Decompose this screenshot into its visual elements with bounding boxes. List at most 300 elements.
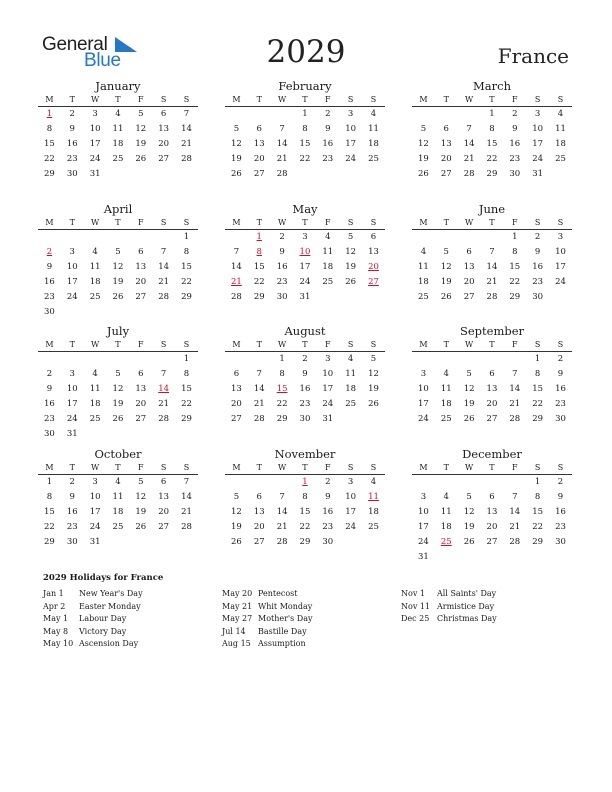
day-cell: 1 xyxy=(183,354,190,364)
day-cell: 9 xyxy=(302,369,308,379)
weekday-header: F xyxy=(325,340,331,349)
day-cell: 2 xyxy=(557,354,564,364)
weekday-header: S xyxy=(534,95,541,104)
day-cell: 11 xyxy=(322,247,334,257)
weekday-header: W xyxy=(464,463,474,472)
day-cell: 25 xyxy=(322,277,334,287)
weekday-header: F xyxy=(138,218,144,227)
weekday-header: F xyxy=(138,340,144,349)
day-cell: 12 xyxy=(135,124,147,134)
day-cell xyxy=(129,535,152,550)
month-april xyxy=(38,202,198,320)
day-cell: 6 xyxy=(370,232,377,242)
day-cell xyxy=(129,167,152,182)
week-row xyxy=(225,137,385,152)
week-row xyxy=(38,352,198,367)
week-row xyxy=(412,122,572,137)
day-cell: 27 xyxy=(440,169,452,179)
day-cell: 7 xyxy=(279,492,285,502)
day-cell xyxy=(481,550,504,565)
day-cell: 17 xyxy=(345,507,357,517)
day-cell: 8 xyxy=(534,369,541,379)
day-cell: 25 xyxy=(368,522,379,532)
week-row xyxy=(38,107,198,122)
weekday-header-row xyxy=(412,94,572,107)
weekday-header-row xyxy=(225,339,385,352)
day-cell: 22 xyxy=(299,154,311,164)
weekday-header: F xyxy=(512,463,518,472)
holiday-list-title: 2029 Holidays for France xyxy=(43,573,164,583)
day-cell: 30 xyxy=(509,169,521,179)
day-cell: 19 xyxy=(112,277,124,287)
week-row xyxy=(225,122,385,137)
weekday-header: W xyxy=(277,218,287,227)
day-cell: 11 xyxy=(112,492,124,502)
day-cell: 18 xyxy=(345,384,357,394)
day-cell: 20 xyxy=(486,522,498,532)
day-cell: 3 xyxy=(534,109,541,119)
day-cell: 2 xyxy=(279,232,285,242)
day-cell: 1 xyxy=(302,109,308,119)
weekday-header: S xyxy=(370,463,377,472)
weekday-header: S xyxy=(370,340,377,349)
day-cell: 12 xyxy=(440,262,452,272)
day-cell: 29 xyxy=(44,537,55,547)
day-cell: 4 xyxy=(443,492,449,502)
weekday-header: M xyxy=(419,463,428,472)
day-cell: 29 xyxy=(181,292,192,302)
day-cell: 6 xyxy=(256,124,262,134)
day-cell: 6 xyxy=(489,492,495,502)
day-cell: 30 xyxy=(66,169,78,179)
day-cell: 25 xyxy=(418,292,429,302)
day-cell xyxy=(61,230,84,245)
day-cell: 4 xyxy=(115,109,121,119)
day-cell: 17 xyxy=(89,507,101,517)
month-name: August xyxy=(284,324,326,338)
day-cell: 13 xyxy=(158,492,170,502)
day-cell xyxy=(152,230,175,245)
day-cell: 11 xyxy=(555,124,566,134)
day-cell xyxy=(339,290,362,305)
month-name: May xyxy=(292,202,318,216)
day-cell: 15 xyxy=(253,262,265,272)
day-cell: 17 xyxy=(66,399,78,409)
day-cell: 18 xyxy=(418,277,429,287)
week-row xyxy=(38,122,198,137)
day-cell: 14 xyxy=(509,384,521,394)
day-cell: 7 xyxy=(512,492,518,502)
day-cell: 5 xyxy=(233,124,240,134)
holiday-date: Apr 2 xyxy=(43,601,66,611)
holiday-name: Armistice Day xyxy=(437,601,495,611)
day-cell xyxy=(84,352,107,367)
day-cell: 13 xyxy=(253,139,265,149)
day-cell: 13 xyxy=(135,384,147,394)
holiday-list xyxy=(43,573,583,648)
weekday-header: T xyxy=(443,218,449,227)
holiday-column xyxy=(401,588,497,626)
day-cell: 20 xyxy=(158,139,170,149)
day-cell: 28 xyxy=(486,292,498,302)
day-cell: 4 xyxy=(347,354,354,364)
day-cell: 19 xyxy=(231,522,242,532)
holiday-entry xyxy=(43,638,143,651)
day-cell: 22 xyxy=(532,399,544,409)
day-cell: 17 xyxy=(532,139,544,149)
month-name: January xyxy=(95,79,141,93)
day-cell: 29 xyxy=(486,169,498,179)
day-cell: 25 xyxy=(368,154,379,164)
weekday-header: S xyxy=(160,95,167,104)
day-cell xyxy=(38,352,61,367)
day-cell: 26 xyxy=(345,277,357,287)
day-cell: 1 xyxy=(183,232,190,242)
day-cell: 16 xyxy=(322,139,334,149)
day-cell: 10 xyxy=(532,124,544,134)
holiday-day-cell: 15 xyxy=(276,384,288,394)
week-row xyxy=(38,275,198,290)
day-cell: 13 xyxy=(231,384,242,394)
day-cell: 7 xyxy=(279,124,285,134)
weekday-header: F xyxy=(325,95,331,104)
day-cell: 16 xyxy=(44,277,55,287)
day-cell: 12 xyxy=(135,492,147,502)
day-cell xyxy=(84,305,107,320)
day-cell: 26 xyxy=(135,154,147,164)
day-cell: 6 xyxy=(489,369,495,379)
day-cell: 13 xyxy=(440,139,452,149)
day-cell: 3 xyxy=(69,369,75,379)
day-cell: 28 xyxy=(509,537,521,547)
holiday-date: Nov 1 xyxy=(401,589,425,598)
weekday-header: T xyxy=(256,218,262,227)
day-cell xyxy=(294,167,317,182)
day-cell: 11 xyxy=(440,384,452,394)
day-cell: 21 xyxy=(158,399,170,409)
day-cell: 6 xyxy=(233,369,240,379)
day-cell: 6 xyxy=(466,247,472,257)
day-cell: 26 xyxy=(463,414,475,424)
day-cell: 13 xyxy=(368,247,379,257)
day-cell: 5 xyxy=(115,369,121,379)
day-cell: 23 xyxy=(66,154,78,164)
day-cell: 23 xyxy=(555,522,566,532)
week-row xyxy=(412,152,572,167)
day-cell: 27 xyxy=(135,292,147,302)
month-december xyxy=(412,447,572,565)
day-cell xyxy=(152,167,175,182)
weekday-header: S xyxy=(370,218,377,227)
day-cell: 17 xyxy=(418,522,429,532)
week-row xyxy=(412,490,572,505)
weekday-header: S xyxy=(557,95,564,104)
month-name: July xyxy=(106,324,130,338)
week-row xyxy=(225,382,385,397)
day-cell xyxy=(458,550,481,565)
day-cell xyxy=(435,475,458,490)
day-cell: 28 xyxy=(253,414,265,424)
holiday-entry xyxy=(43,626,143,639)
day-cell: 5 xyxy=(233,492,240,502)
week-row xyxy=(38,490,198,505)
weekday-header: M xyxy=(45,340,54,349)
week-row xyxy=(38,382,198,397)
day-cell xyxy=(316,167,339,182)
day-cell: 17 xyxy=(66,277,78,287)
weekday-header: W xyxy=(464,218,474,227)
day-cell: 7 xyxy=(512,369,518,379)
day-cell: 1 xyxy=(489,109,495,119)
day-cell: 5 xyxy=(115,247,121,257)
weekday-header: T xyxy=(443,95,449,104)
day-cell xyxy=(503,550,526,565)
day-cell: 14 xyxy=(509,507,521,517)
weekday-header: F xyxy=(512,95,518,104)
day-cell: 19 xyxy=(463,399,475,409)
day-cell: 2 xyxy=(557,477,564,487)
day-cell: 18 xyxy=(89,277,101,287)
day-cell xyxy=(503,475,526,490)
day-cell: 4 xyxy=(325,232,331,242)
week-row xyxy=(225,475,385,490)
day-cell: 13 xyxy=(486,507,498,517)
day-cell: 30 xyxy=(555,414,566,424)
week-row xyxy=(412,107,572,122)
week-row xyxy=(38,152,198,167)
day-cell: 19 xyxy=(463,522,475,532)
day-cell: 23 xyxy=(44,292,55,302)
day-cell: 21 xyxy=(486,277,498,287)
day-cell: 27 xyxy=(486,414,498,424)
holiday-name: Whit Monday xyxy=(258,601,313,611)
day-cell: 25 xyxy=(89,414,101,424)
day-cell: 22 xyxy=(253,277,265,287)
day-cell: 19 xyxy=(440,277,452,287)
weekday-header: S xyxy=(160,340,167,349)
day-cell: 8 xyxy=(183,247,190,257)
day-cell: 1 xyxy=(46,477,53,487)
day-cell: 14 xyxy=(158,262,170,272)
day-cell: 24 xyxy=(66,292,78,302)
week-row xyxy=(225,535,385,550)
week-row xyxy=(38,397,198,412)
holiday-entry xyxy=(222,601,312,614)
week-row xyxy=(225,290,385,305)
day-cell: 24 xyxy=(345,522,357,532)
holiday-entry xyxy=(43,601,143,614)
day-cell xyxy=(61,305,84,320)
weekday-header-row xyxy=(225,94,385,107)
day-cell: 6 xyxy=(256,492,262,502)
day-cell: 18 xyxy=(440,522,452,532)
day-cell xyxy=(175,305,198,320)
day-cell: 1 xyxy=(534,354,541,364)
day-cell: 27 xyxy=(135,414,147,424)
weekday-header: T xyxy=(443,463,449,472)
weekday-header: F xyxy=(325,463,331,472)
day-cell: 28 xyxy=(509,414,521,424)
weekday-header: S xyxy=(160,218,167,227)
month-name: December xyxy=(462,447,522,461)
holiday-entry xyxy=(401,601,497,614)
day-cell: 29 xyxy=(44,169,55,179)
week-row xyxy=(412,535,572,550)
holiday-name: Victory Day xyxy=(79,626,127,636)
day-cell: 12 xyxy=(463,384,475,394)
week-row xyxy=(412,290,572,305)
day-cell xyxy=(225,352,248,367)
day-cell: 11 xyxy=(440,507,452,517)
week-row xyxy=(225,520,385,535)
day-cell: 23 xyxy=(299,399,311,409)
holiday-name: All Saints' Day xyxy=(437,589,497,598)
day-cell: 10 xyxy=(322,369,334,379)
day-cell xyxy=(152,535,175,550)
day-cell xyxy=(435,352,458,367)
day-cell: 9 xyxy=(512,124,518,134)
week-row xyxy=(38,167,198,182)
day-cell: 3 xyxy=(347,109,354,119)
day-cell: 6 xyxy=(160,109,167,119)
weekday-header: T xyxy=(489,95,495,104)
weekday-header: S xyxy=(347,340,354,349)
week-row xyxy=(412,550,572,565)
weekday-header: S xyxy=(370,95,377,104)
day-cell: 14 xyxy=(253,384,265,394)
weekday-header: F xyxy=(512,218,518,227)
day-cell: 24 xyxy=(299,277,311,287)
holiday-day-cell: 2 xyxy=(46,247,53,257)
day-cell: 9 xyxy=(325,124,331,134)
day-cell: 6 xyxy=(138,247,144,257)
holiday-name: Christmas Day xyxy=(437,614,497,623)
day-cell xyxy=(412,352,435,367)
day-cell xyxy=(549,550,572,565)
day-cell xyxy=(362,290,385,305)
day-cell: 22 xyxy=(181,277,192,287)
day-cell: 24 xyxy=(418,537,429,547)
weekday-header: T xyxy=(115,218,121,227)
day-cell: 22 xyxy=(44,522,55,532)
day-cell: 4 xyxy=(557,109,564,119)
day-cell: 10 xyxy=(418,384,429,394)
day-cell: 22 xyxy=(532,522,544,532)
holiday-date: May 1 xyxy=(43,614,69,623)
day-cell: 7 xyxy=(466,124,472,134)
day-cell xyxy=(316,290,339,305)
day-cell: 26 xyxy=(135,522,147,532)
day-cell: 27 xyxy=(231,414,242,424)
weekday-header: S xyxy=(557,218,564,227)
day-cell: 2 xyxy=(302,354,308,364)
holiday-date: May 8 xyxy=(43,626,69,636)
day-cell xyxy=(61,352,84,367)
day-cell: 8 xyxy=(302,124,308,134)
day-cell: 31 xyxy=(89,537,101,547)
day-cell: 30 xyxy=(555,537,566,547)
day-cell xyxy=(129,305,152,320)
holiday-entry xyxy=(43,613,143,626)
day-cell: 19 xyxy=(135,507,147,517)
day-cell: 12 xyxy=(345,247,357,257)
day-cell: 5 xyxy=(347,232,354,242)
week-row xyxy=(412,397,572,412)
day-cell xyxy=(362,167,385,182)
day-cell: 24 xyxy=(89,522,101,532)
week-row xyxy=(412,230,572,245)
day-cell: 12 xyxy=(463,507,475,517)
week-row xyxy=(225,275,385,290)
week-row xyxy=(38,427,198,442)
holiday-name: Bastille Day xyxy=(258,626,307,636)
month-name: April xyxy=(103,202,133,216)
day-cell: 10 xyxy=(66,262,78,272)
day-cell: 3 xyxy=(92,477,98,487)
day-cell: 24 xyxy=(345,154,357,164)
day-cell xyxy=(152,352,175,367)
day-cell: 15 xyxy=(44,139,55,149)
day-cell: 16 xyxy=(66,139,78,149)
weekday-header: M xyxy=(232,218,241,227)
day-cell xyxy=(339,167,362,182)
week-row xyxy=(225,352,385,367)
day-cell: 27 xyxy=(463,292,475,302)
week-row xyxy=(412,367,572,382)
day-cell: 2 xyxy=(325,477,331,487)
weekday-header: M xyxy=(232,463,241,472)
day-cell xyxy=(107,230,130,245)
day-cell xyxy=(481,230,504,245)
day-cell: 16 xyxy=(44,399,55,409)
day-cell: 9 xyxy=(46,384,53,394)
day-cell: 10 xyxy=(555,247,566,257)
weekday-header-row xyxy=(225,217,385,230)
weekday-header: T xyxy=(489,218,495,227)
day-cell: 16 xyxy=(555,384,566,394)
day-cell: 30 xyxy=(44,429,55,439)
day-cell: 6 xyxy=(443,124,449,134)
day-cell: 29 xyxy=(253,292,265,302)
week-row xyxy=(412,137,572,152)
day-cell: 22 xyxy=(299,522,311,532)
weekday-header: S xyxy=(183,340,190,349)
holiday-date: Jan 1 xyxy=(43,589,64,598)
day-cell: 9 xyxy=(69,124,75,134)
day-cell: 5 xyxy=(466,492,472,502)
day-cell: 13 xyxy=(158,124,170,134)
day-cell: 12 xyxy=(231,139,242,149)
day-cell: 8 xyxy=(279,369,285,379)
day-cell: 2 xyxy=(325,109,331,119)
weekday-header: T xyxy=(69,340,75,349)
day-cell: 6 xyxy=(160,477,167,487)
day-cell xyxy=(481,352,504,367)
month-july xyxy=(38,324,198,442)
day-cell: 5 xyxy=(420,124,427,134)
day-cell: 2 xyxy=(534,232,541,242)
day-cell: 2 xyxy=(512,109,518,119)
week-row xyxy=(412,245,572,260)
week-row xyxy=(38,412,198,427)
day-cell xyxy=(458,107,481,122)
weekday-header: M xyxy=(419,95,428,104)
country-name: France xyxy=(497,44,569,68)
day-cell: 7 xyxy=(233,247,240,257)
weekday-header: S xyxy=(557,463,564,472)
weekday-header: F xyxy=(512,340,518,349)
day-cell: 18 xyxy=(89,399,101,409)
